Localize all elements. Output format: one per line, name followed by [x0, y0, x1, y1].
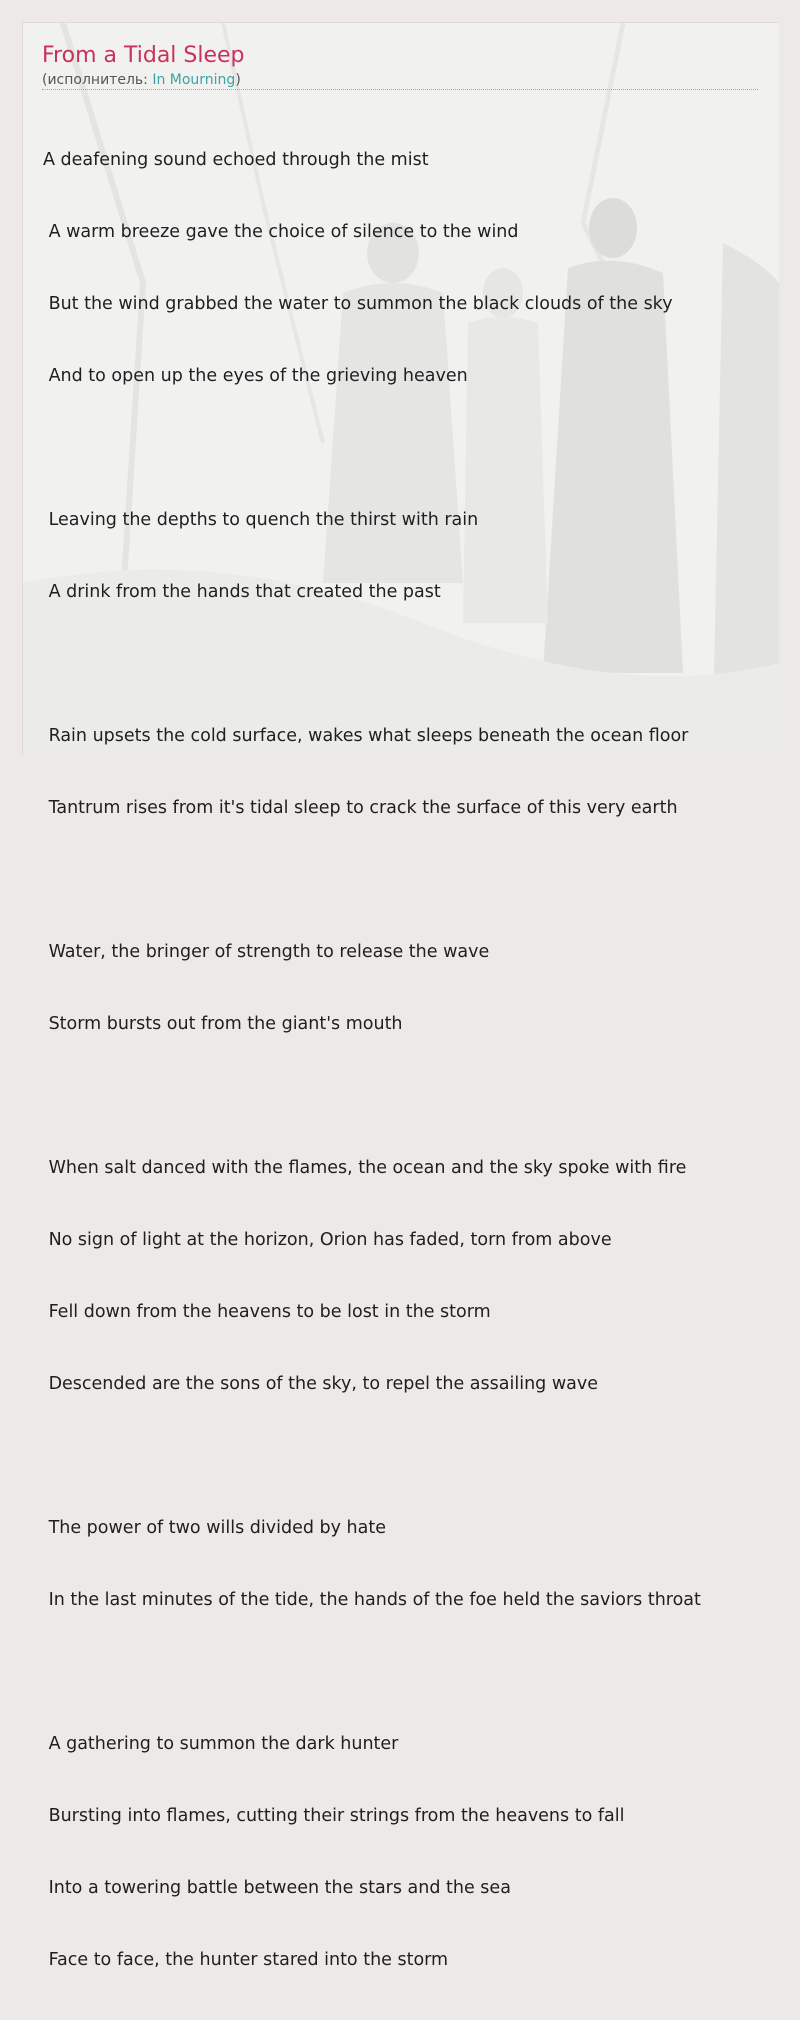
lyric-line: A drink from the hands that created the past — [43, 582, 441, 602]
lyric-line: Bursting into flames, cutting their strings from the heavens to fall — [43, 1806, 625, 1826]
lyric-line: The power of two wills divided by hate — [43, 1518, 386, 1538]
lyric-line: Leaving the depths to quench the thirst with rain — [43, 510, 479, 530]
lyric-line: A warm breeze gave the choice of silence to the wind — [43, 222, 519, 242]
lyric-line: Storm bursts out from the giant's mouth — [43, 1014, 403, 1034]
lyric-line: Descended are the sons of the sky, to repel the assailing wave — [43, 1374, 598, 1394]
title-divider — [42, 89, 758, 90]
lyric-line — [43, 652, 701, 676]
lyric-line — [43, 436, 701, 460]
song-title: From a Tidal Sleep — [42, 43, 245, 68]
artist-link[interactable]: In Mourning — [152, 72, 236, 88]
lyrics-card — [22, 22, 778, 1970]
lyric-line: But the wind grabbed the water to summon the black clouds of the sky — [43, 294, 673, 314]
performer-line — [42, 71, 241, 89]
lyric-line: Tantrum rises from it's tidal sleep to crack the surface of this very earth — [43, 798, 678, 818]
lyric-line: Face to face, the hunter stared into the storm — [43, 1950, 449, 1970]
performer-suffix: ) — [235, 72, 241, 88]
lyric-line: A gathering to summon the dark hunter — [43, 1734, 399, 1754]
lyric-line — [43, 1084, 701, 1108]
lyric-line: When salt danced with the flames, the ocean and the sky spoke with fire — [43, 1158, 687, 1178]
lyric-line — [43, 1444, 701, 1468]
performer-prefix: (исполнитель: — [42, 72, 153, 88]
lyric-line: Water, the bringer of strength to release the wave — [43, 942, 490, 962]
lyrics-text — [43, 100, 701, 2020]
lyrics-content — [23, 23, 779, 1970]
lyric-line: A deafening sound echoed through the mist — [43, 150, 429, 170]
lyric-line: And to open up the eyes of the grieving heaven — [43, 366, 468, 386]
lyric-line: Rain upsets the cold surface, wakes what sleeps beneath the ocean floor — [43, 726, 689, 746]
lyric-line: Into a towering battle between the stars and the sea — [43, 1878, 511, 1898]
lyric-line — [43, 868, 701, 892]
lyric-line: In the last minutes of the tide, the hands of the foe held the saviors throat — [43, 1590, 701, 1610]
lyric-line: No sign of light at the horizon, Orion has faded, torn from above — [43, 1230, 612, 1250]
lyric-line: Fell down from the heavens to be lost in the storm — [43, 1302, 491, 1322]
lyric-line — [43, 1660, 701, 1684]
